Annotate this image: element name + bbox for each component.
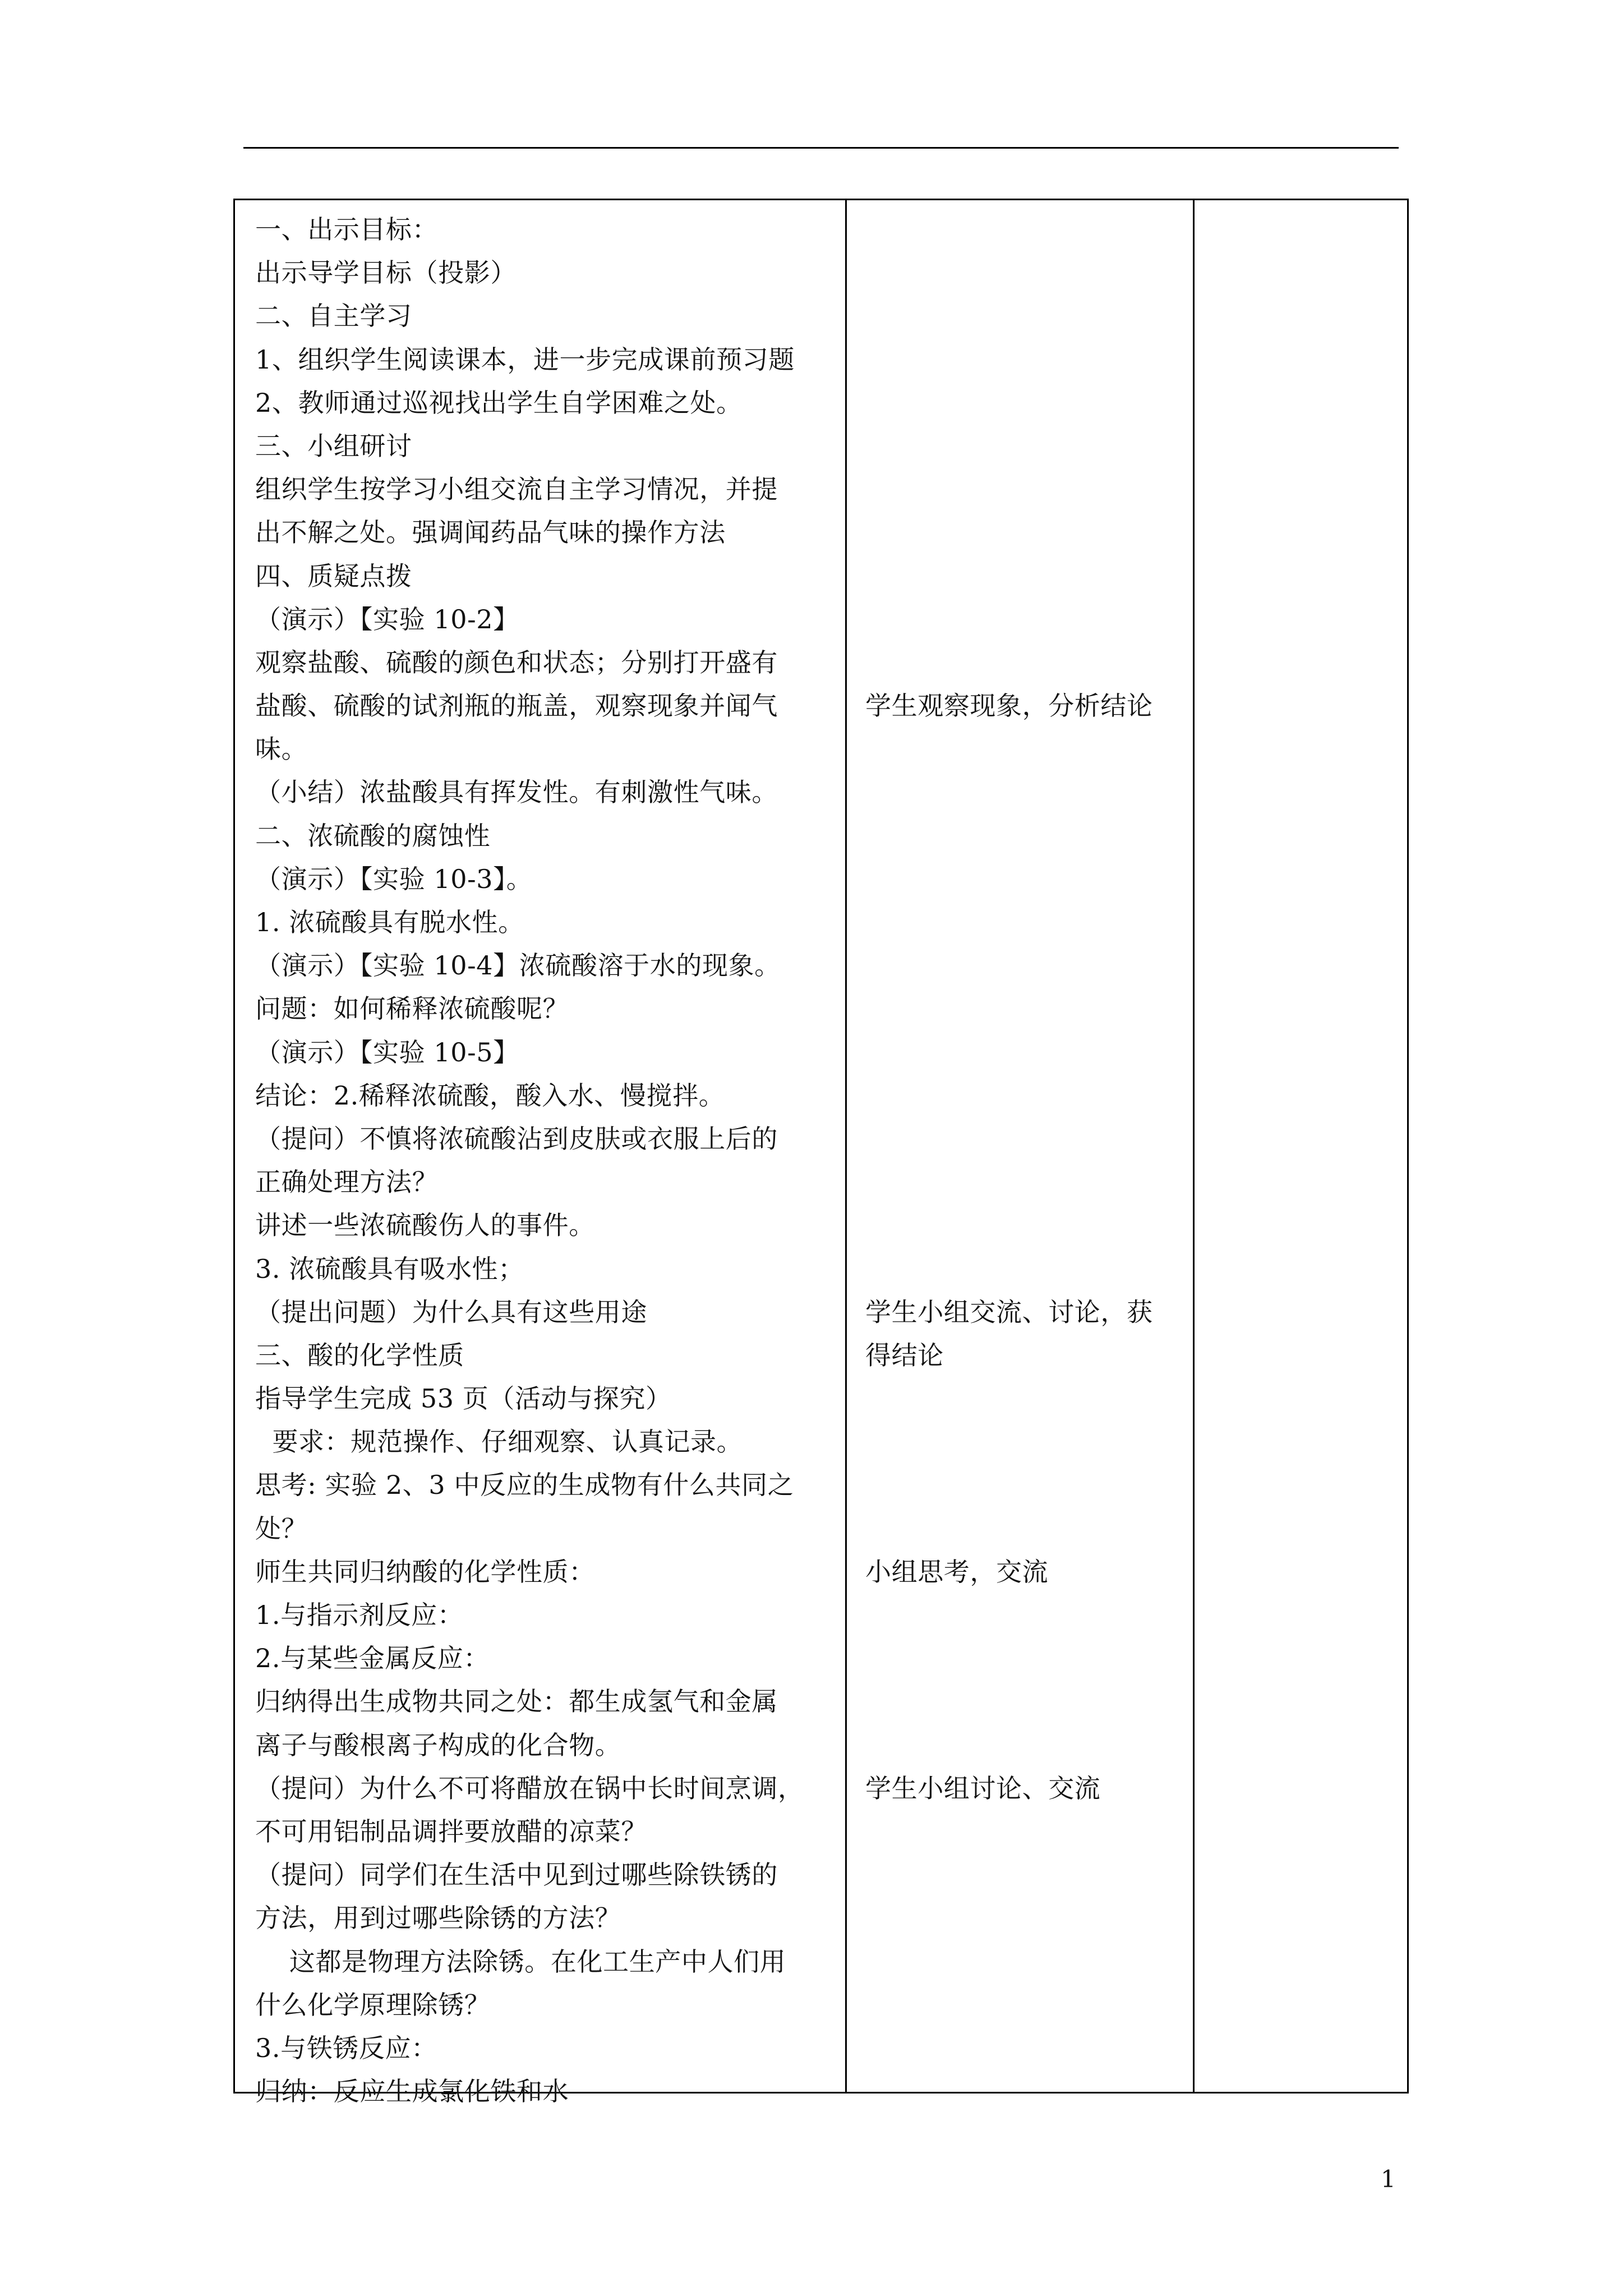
teacher-line: 观察盐酸、硫酸的颜色和状态；分别打开盛有 [255, 647, 778, 678]
teacher-line: 四、质疑点拨 [255, 560, 412, 591]
teacher-line: （演示）【实验 10-5】 [255, 1037, 519, 1068]
teacher-line: 1. 浓硫酸具有脱水性。 [255, 907, 524, 937]
teacher-line: 指导学生完成 53 页（活动与探究） [255, 1383, 672, 1414]
teacher-activity-column [255, 208, 838, 2113]
teacher-line: 1.与指示剂反应： [255, 1600, 464, 1630]
teacher-line: 什么化学原理除锈？ [255, 1989, 491, 2020]
column-divider [1193, 200, 1195, 2092]
teacher-line: 三、小组研讨 [255, 430, 412, 461]
column-divider [845, 200, 847, 2092]
lesson-table [233, 199, 1409, 2107]
teacher-line: 离子与酸根离子构成的化合物。 [255, 1729, 621, 1760]
teacher-line: （小结）浓盐酸具有挥发性。有刺激性气味。 [255, 777, 778, 808]
teacher-line: 盐酸、硫酸的试剂瓶的瓶盖，观察现象并闻气 [255, 691, 778, 721]
teacher-line: （演示）【实验 10-4】浓硫酸溶于水的现象。 [255, 950, 781, 981]
student-note-group-think: 小组思考，交流 [865, 1556, 1049, 1587]
teacher-line: 2、教师通过巡视找出学生自学困难之处。 [255, 387, 743, 418]
teacher-line: 正确处理方法？ [255, 1167, 439, 1198]
student-note-group-discuss-cont: 得结论 [865, 1340, 944, 1370]
teacher-line: 一、出示目标： [255, 214, 439, 245]
teacher-line: 出示导学目标（投影） [255, 257, 517, 288]
teacher-line: 1、组织学生阅读课本，进一步完成课前预习题 [255, 344, 795, 375]
teacher-line: 味。 [255, 734, 308, 765]
teacher-line: 方法，用到过哪些除锈的方法？ [255, 1903, 621, 1934]
teacher-line: 不可用铝制品调拌要放醋的凉菜？ [255, 1816, 647, 1847]
page-number: 1 [1381, 2165, 1396, 2193]
teacher-line: 结论：2.稀释浓硫酸，酸入水、慢搅拌。 [255, 1080, 725, 1111]
teacher-line: 要求：规范操作、仔细观察、认真记录。 [255, 1427, 743, 1457]
teacher-line: 师生共同归纳酸的化学性质： [255, 1556, 595, 1587]
teacher-line: 思考: 实验 2、3 中反应的生成物有什么共同之 [255, 1470, 794, 1501]
teacher-line: 这都是物理方法除锈。在化工生产中人们用 [255, 1946, 786, 1977]
header-rule [243, 147, 1399, 149]
teacher-line: 出不解之处。强调闻药品气味的操作方法 [255, 517, 726, 548]
student-note-observe: 学生观察现象，分析结论 [865, 691, 1153, 721]
teacher-line: 讲述一些浓硫酸伤人的事件。 [255, 1210, 595, 1241]
teacher-line: 问题：如何稀释浓硫酸呢？ [255, 993, 569, 1024]
teacher-line: 二、浓硫酸的腐蚀性 [255, 820, 491, 851]
student-note-group-discuss: 学生小组交流、讨论，获 [865, 1296, 1153, 1327]
teacher-line: 三、酸的化学性质 [255, 1340, 464, 1370]
teacher-line: 组织学生按学习小组交流自主学习情况，并提 [255, 474, 778, 505]
teacher-line: （提问）为什么不可将醋放在锅中长时间烹调， [255, 1773, 804, 1803]
teacher-line: （提问）不慎将浓硫酸沾到皮肤或衣服上后的 [255, 1123, 778, 1154]
teacher-line: （演示）【实验 10-3】。 [255, 863, 533, 894]
teacher-line: 3. 浓硫酸具有吸水性； [255, 1253, 524, 1284]
teacher-line: 2.与某些金属反应： [255, 1643, 490, 1674]
teacher-line: 处？ [255, 1513, 308, 1544]
teacher-line: （演示）【实验 10-2】 [255, 604, 519, 634]
teacher-line: （提出问题）为什么具有这些用途 [255, 1296, 647, 1327]
student-note-group-exchange: 学生小组讨论、交流 [865, 1773, 1101, 1803]
teacher-line: 归纳得出生成物共同之处：都生成氢气和金属 [255, 1686, 778, 1717]
student-activity-column [865, 208, 1185, 1810]
teacher-line: （提问）同学们在生活中见到过哪些除铁锈的 [255, 1860, 778, 1890]
teacher-line: 二、自主学习 [255, 301, 412, 332]
teacher-line: 3.与铁锈反应： [255, 2032, 437, 2063]
teacher-line: 归纳：反应生成氯化铁和水 [255, 2076, 569, 2107]
